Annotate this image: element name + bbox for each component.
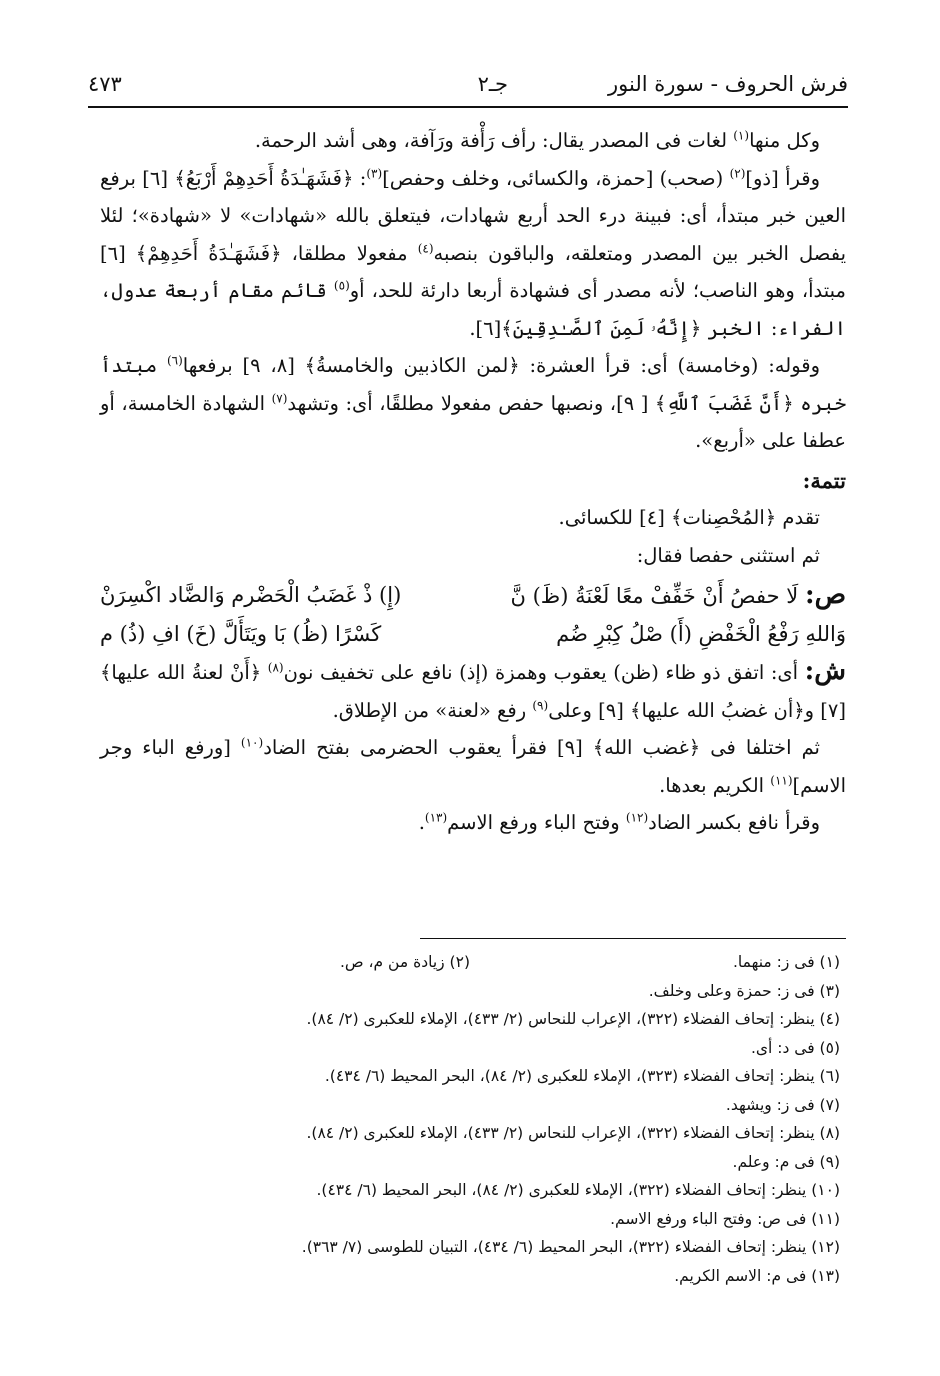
footnote: (٤) ينظر: إتحاف الفضلاء (٣٢٢)، الإعراب للنحاس (٢/ ٤٣٣)، الإملاء للعكبرى (٢/ ٨٤). bbox=[306, 1010, 840, 1028]
footnote-ref: (٣) bbox=[366, 166, 383, 180]
text-run: أى: اتفق ذو ظاء (ظن) يعقوب وهمزة (إذ) نافع على تخفيف نون bbox=[283, 661, 805, 684]
header-rule bbox=[88, 106, 848, 108]
footnote: (١٠) ينظر: إتحاف الفضلاء (٣٢٢)، الإملاء للعكبرى (٢/ ٨٤)، البحر المحيط (٦/ ٤٣٤). bbox=[316, 1181, 840, 1199]
footnote: (١) فى ز: منهما. bbox=[733, 953, 840, 971]
section-heading: تتمة: bbox=[802, 467, 846, 493]
footnote-ref: (٢) bbox=[729, 166, 746, 180]
text-run: قائم مقام أربعة عدول، الفراء: الخبر ﴿إِنَّهُۥ لَمِنَ ٱلصَّـٰدِقِينَ﴾[٦]. bbox=[100, 279, 846, 340]
paragraph bbox=[100, 653, 846, 729]
verse-hemistich-right bbox=[511, 576, 846, 615]
text-run: وقرأ نافع بكسر الضاد bbox=[648, 811, 820, 834]
footnote-ref: (١) bbox=[733, 128, 750, 143]
page-number: ٤٧٣ bbox=[88, 72, 122, 96]
paragraph: ثم استثنى حفصا فقال: bbox=[636, 543, 820, 567]
text-run: لغات فى المصدر يقال: رأف رَأْفة ورَآفة، وهى أشد الرحمة. bbox=[254, 129, 734, 152]
footnote-ref: (٤) bbox=[417, 241, 434, 255]
text-run: لَا حفصُ أَنْ خَفِّفْ معًا لَعْنَةُ (ظَ) نَّ bbox=[510, 584, 799, 608]
header-title: فرش الحروف - سورة النور bbox=[608, 72, 848, 96]
footnotes bbox=[110, 948, 840, 1290]
text-run: الكريم بعدها. bbox=[659, 773, 771, 797]
text-run: وكل منها bbox=[749, 129, 820, 152]
footnote-ref: (١٠) bbox=[240, 735, 264, 750]
footnote: (٦) ينظر: إتحاف الفضلاء (٣٢٣)، الإملاء للعكبرى (٢/ ٨٤)، البحر المحيط (٦/ ٤٣٤). bbox=[324, 1067, 840, 1085]
text-run: وقرأ [ذو] bbox=[745, 166, 820, 190]
footnote: (٥) فى د: أى. bbox=[750, 1038, 840, 1057]
running-header bbox=[88, 66, 848, 100]
footnote-ref: (٨) bbox=[267, 660, 284, 675]
text-run: ﴿أَنْ لعنةُ الله عليها﴾ [٧] و﴿أن غضبُ الله عليها﴾ [٩] وعلى bbox=[100, 661, 846, 722]
text-run: رفع «لعنة» من الإطلاق. bbox=[332, 698, 533, 722]
text-run: : ﴿فَشَهَـٰدَةُ أَحَدِهِمْ أَرْبَعُ﴾ [٦] برفع العين خبر مبتدأ، أى: فبينة درء الحد أربع شهادات، فيتعلق بالله «شهادات» لا «شهادة»؛ لئلا يفصل الخبر بين المصدر ومتعلقه، والباقون بنصبه bbox=[100, 166, 847, 265]
footnote-row bbox=[110, 948, 840, 977]
footnote-ref: (١٣) bbox=[424, 810, 448, 825]
footnote: (٣) فى ز: حمزة وعلى وخلف. bbox=[648, 981, 840, 1000]
header-volume: جـ٢ bbox=[477, 72, 508, 96]
main-text bbox=[100, 122, 846, 842]
footnote-ref: (١١) bbox=[770, 773, 793, 787]
footnote-ref: (٩) bbox=[532, 698, 549, 712]
footnote: (١٣) فى م: الاسم الكريم. bbox=[674, 1266, 840, 1285]
text-run: (صحب) [حمزة، والكسائى، وخلف وحفص] bbox=[382, 166, 730, 190]
text-run: الشهادة الخامسة، أو عطفا على «أربع». bbox=[100, 391, 846, 452]
footnote: (٨) ينظر: إتحاف الفضلاء (٣٢٢)، الإعراب للنحاس (٢/ ٤٣٣)، الإملاء للعكبرى (٢/ ٨٤). bbox=[306, 1124, 840, 1142]
verse-line bbox=[100, 576, 846, 615]
text-run: . bbox=[418, 811, 425, 834]
paragraph bbox=[100, 804, 846, 842]
commentary-marker: ش: bbox=[804, 656, 846, 686]
footnote: (١٢) ينظر: إتحاف الفضلاء (٣٢٢)، البحر المحيط (٦/ ٤٣٤)، التبيان للطوسى (٧/ ٣٦٣). bbox=[301, 1238, 840, 1256]
footnote: (٩) فى م: وعلم. bbox=[732, 1152, 840, 1171]
footnote: (٢) زيادة من م، ص. bbox=[339, 953, 470, 971]
paragraph bbox=[100, 729, 846, 804]
footnote-ref: (٥) bbox=[333, 278, 350, 293]
verse-hemistich-right: وَاللهِ رَفْعُ الْخَفْضِ (أَ) صْلُ كِبْرِ ضُم bbox=[556, 622, 846, 646]
text-run: مبتدأ خبره ﴿أَنَّ غَضَبَ ٱللَّهِ﴾ [ ٩]، ونصبها حفص مفعولا مطلقًا، أى: وتشهد bbox=[100, 354, 846, 415]
paragraph bbox=[100, 160, 846, 348]
footnote: (٧) فى ز: ويشهد. bbox=[725, 1095, 840, 1114]
verse-line bbox=[100, 615, 846, 653]
paragraph: تقدم ﴿المُحْصِنات﴾ [٤] للكسائى. bbox=[558, 506, 820, 529]
footnote: (١١) فى ص: وفتح الباء ورفع الاسم. bbox=[610, 1209, 840, 1228]
verse-block bbox=[100, 576, 846, 653]
paragraph bbox=[100, 347, 846, 460]
paragraph bbox=[100, 122, 846, 160]
text-run: وقوله: (وخامسة) أى: قرأ العشرة: ﴿لمن الكاذبين والخامسةُ﴾ [٨، ٩] برفعها bbox=[182, 354, 821, 377]
verse-marker: ص: bbox=[804, 580, 846, 610]
text-run: ثم اختلفا فى ﴿غضب الله﴾ [٩] فقرأ يعقوب الحضرمى بفتح الضاد bbox=[263, 736, 820, 759]
verse-hemistich-left: كَسْرًا (ظُ) بَا ويَتَأَلَّ (خَ) افِ (ذُ) م bbox=[100, 622, 382, 646]
text-run: وفتح الباء ورفع الاسم bbox=[447, 811, 626, 834]
text-run: مفعولا مطلقا، ﴿فَشَهَـٰدَةُ أَحَدِهِمْ﴾ [٦] مبتدأ، وهو الناصب؛ لأنه مصدر أى فشهادة أربعا دارئة للحد، أو bbox=[100, 241, 846, 302]
footnote-ref: (١٢) bbox=[625, 810, 649, 825]
footnote-ref: (٧) bbox=[271, 391, 288, 405]
verse-hemistich-left: (إِ) ذْ غَضَبُ الْحَضْرم وَالضَّاد اكْسِرَنْ bbox=[100, 583, 402, 607]
text-run: [ورفع الباء وجر الاسم] bbox=[100, 736, 846, 797]
footnote-ref: (٦) bbox=[166, 353, 183, 368]
footnote-separator bbox=[420, 938, 846, 939]
